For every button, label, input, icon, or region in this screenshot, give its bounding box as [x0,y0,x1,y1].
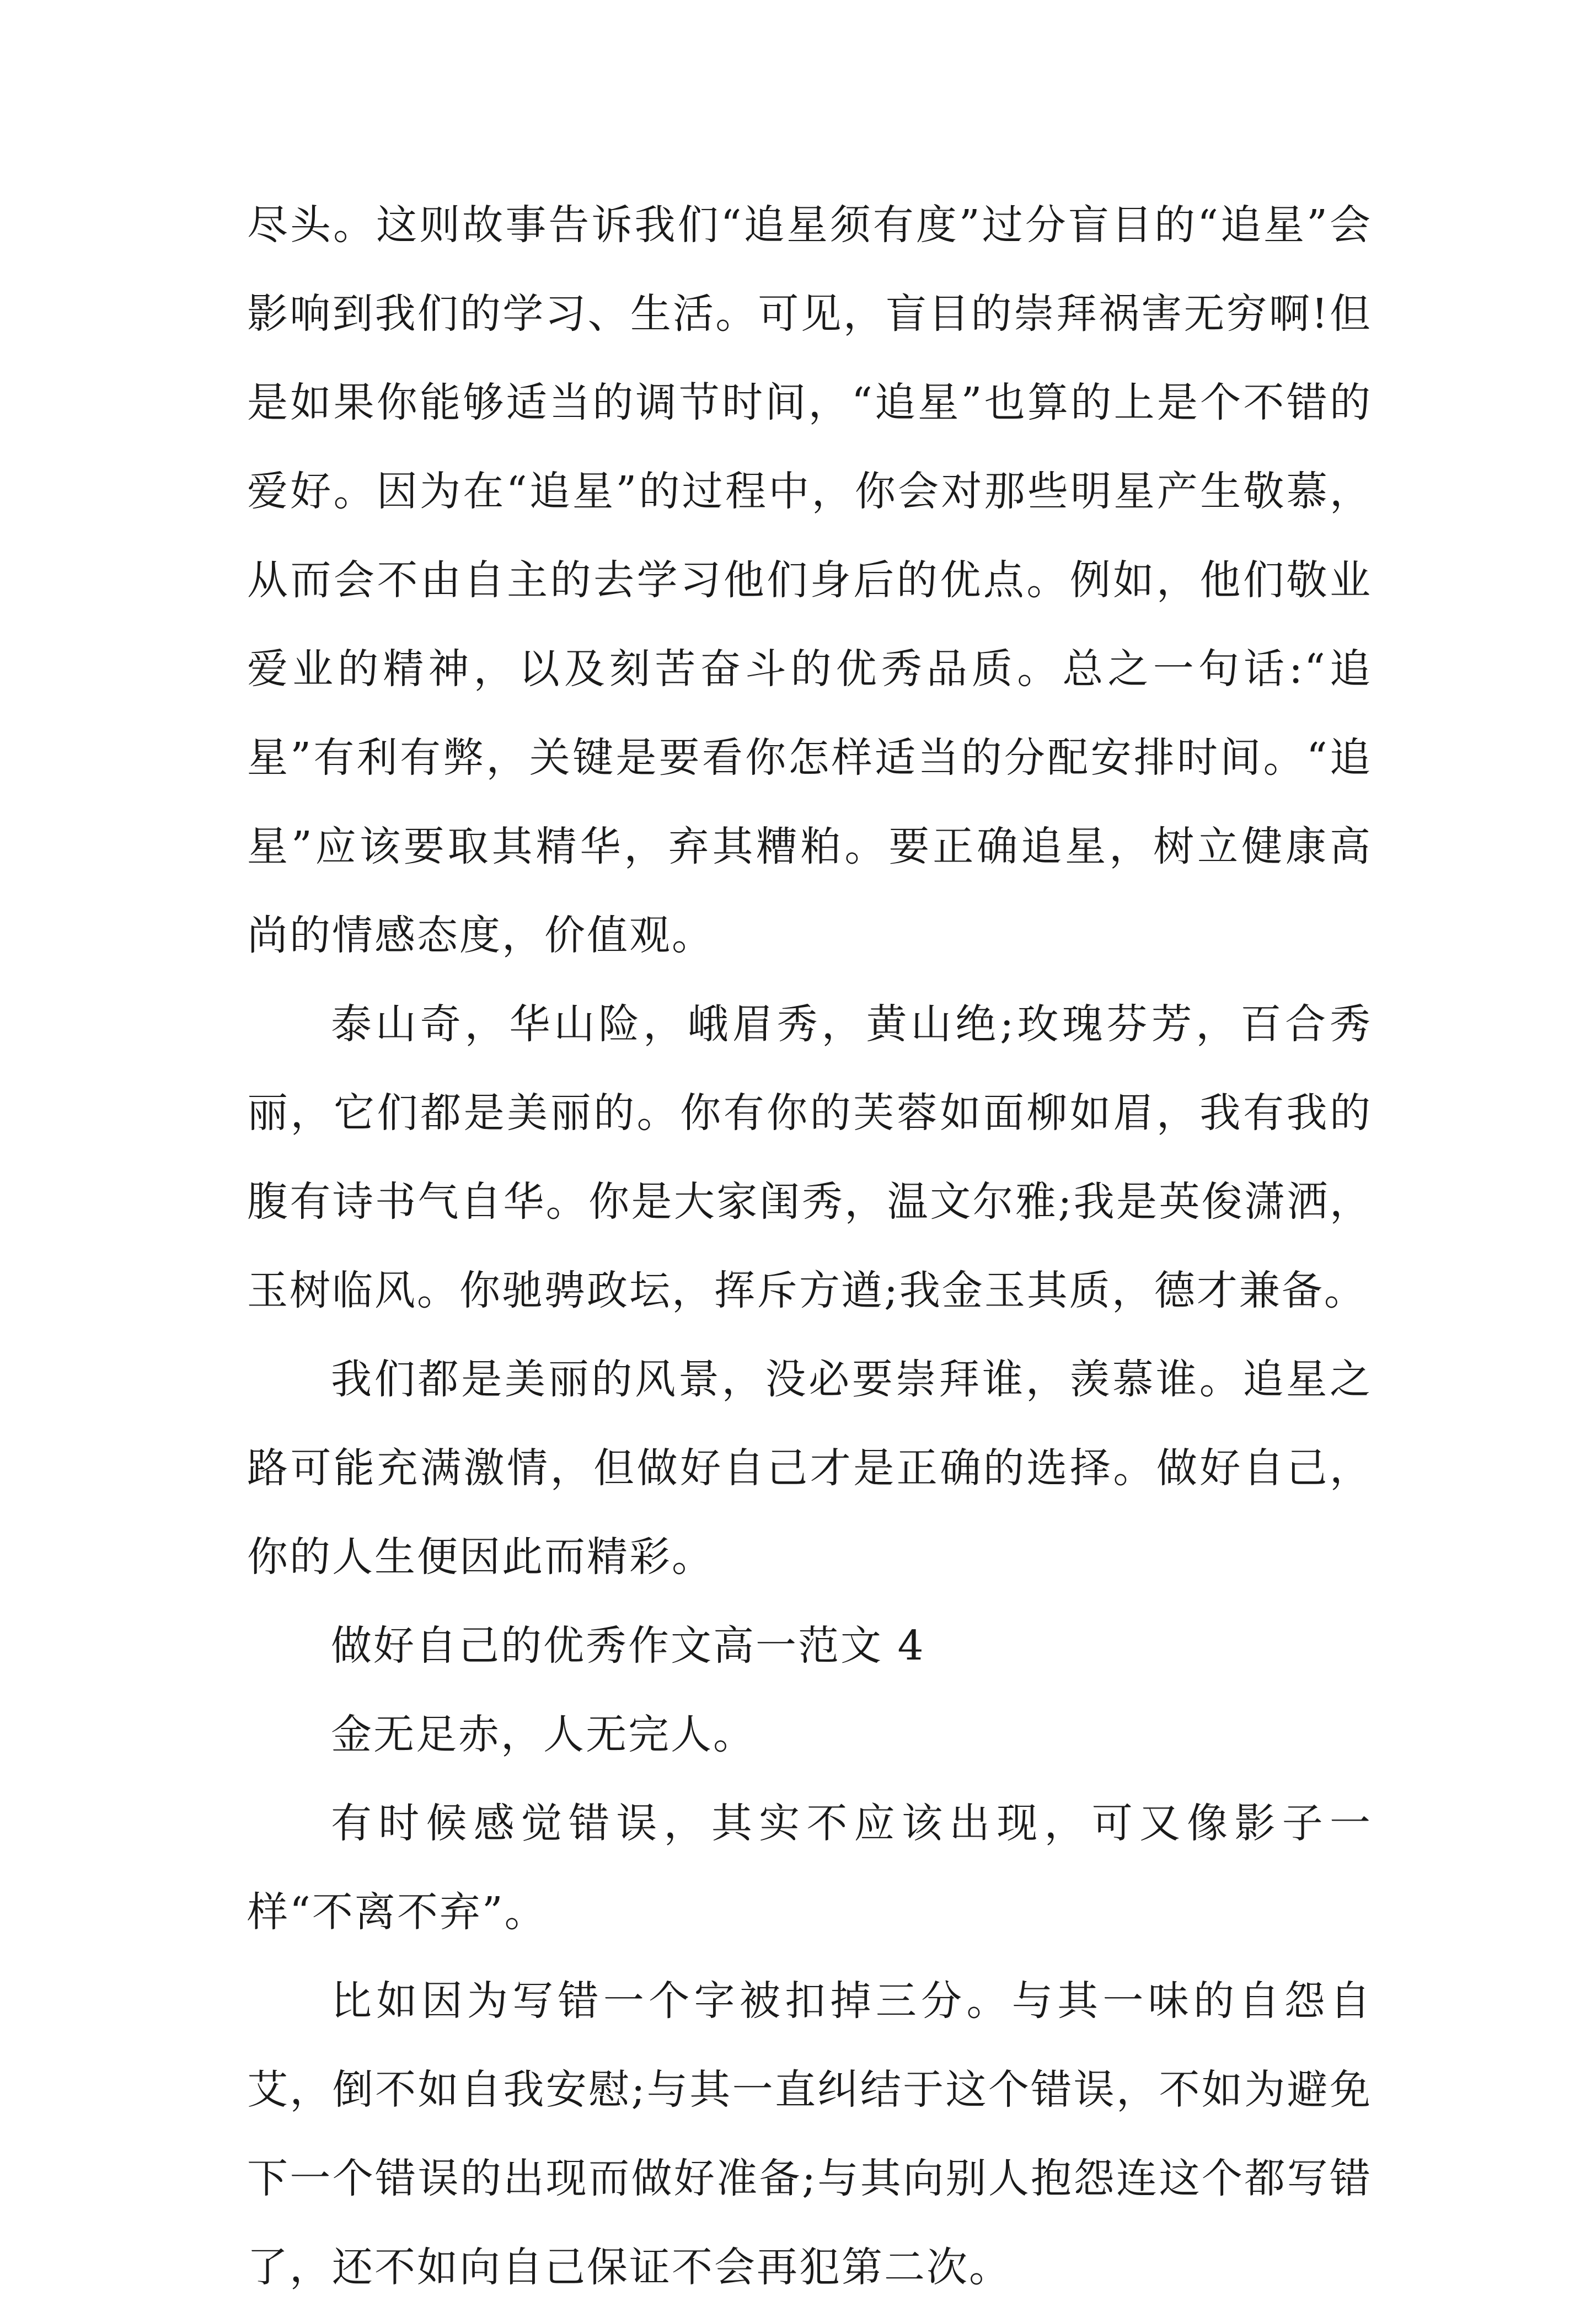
paragraph-proverb: 金无足赤，人无完人。 [331,1711,756,1758]
document-body [247,181,1372,2312]
paragraph-be-yourself: 我们都是美丽的风景，没必要崇拜谁，羡慕谁。追星之路可能充满激情，但做好自己才是正确的选择。做好自己，你的人生便因此而精彩。 [247,1356,1372,1581]
essay-heading: 做好自己的优秀作文高一范文 4 [331,1622,925,1669]
paragraph-continuation: 尽头。这则故事告诉我们“追星须有度”过分盲目的“追星”会影响到我们的学习、生活。可见，盲目的崇拜祸害无穷啊!但是如果你能够适当的调节时间，“追星”也算的上是个不错的爱好。因为在“追星”的过程中，你会对那些明星产生敬慕，从而会不由自主的去学习他们身后的优点。例如，他们敬业爱业的精神，以及刻苦奋斗的优秀品质。总之一句话:“追星”有利有弊，关键是要看你怎样适当的分配安排时间。“追星”应该要取其精华，弃其糟粕。要正确追星，树立健康高尚的情感态度，价值观。 [247,201,1372,959]
paragraph-mistakes: 有时候感觉错误，其实不应该出现，可又像影子一样“不离不弃”。 [247,1800,1372,1936]
paragraph-example: 比如因为写错一个字被扣掉三分。与其一味的自怨自艾，倒不如自我安慰;与其一直纠结于这个错误，不如为避免下一个错误的出现而做好准备;与其向别人抱怨连这个都写错了，还不如向自己保证不会再犯第二次。 [247,1977,1372,2291]
paragraph-scenery: 泰山奇，华山险，峨眉秀，黄山绝;玫瑰芬芳，百合秀丽，它们都是美丽的。你有你的芙蓉如面柳如眉，我有我的腹有诗书气自华。你是大家闺秀，温文尔雅;我是英俊潇洒，玉树临风。你驰骋政坛，挥斥方遒;我金玉其质，德才兼备。 [247,1000,1372,1314]
